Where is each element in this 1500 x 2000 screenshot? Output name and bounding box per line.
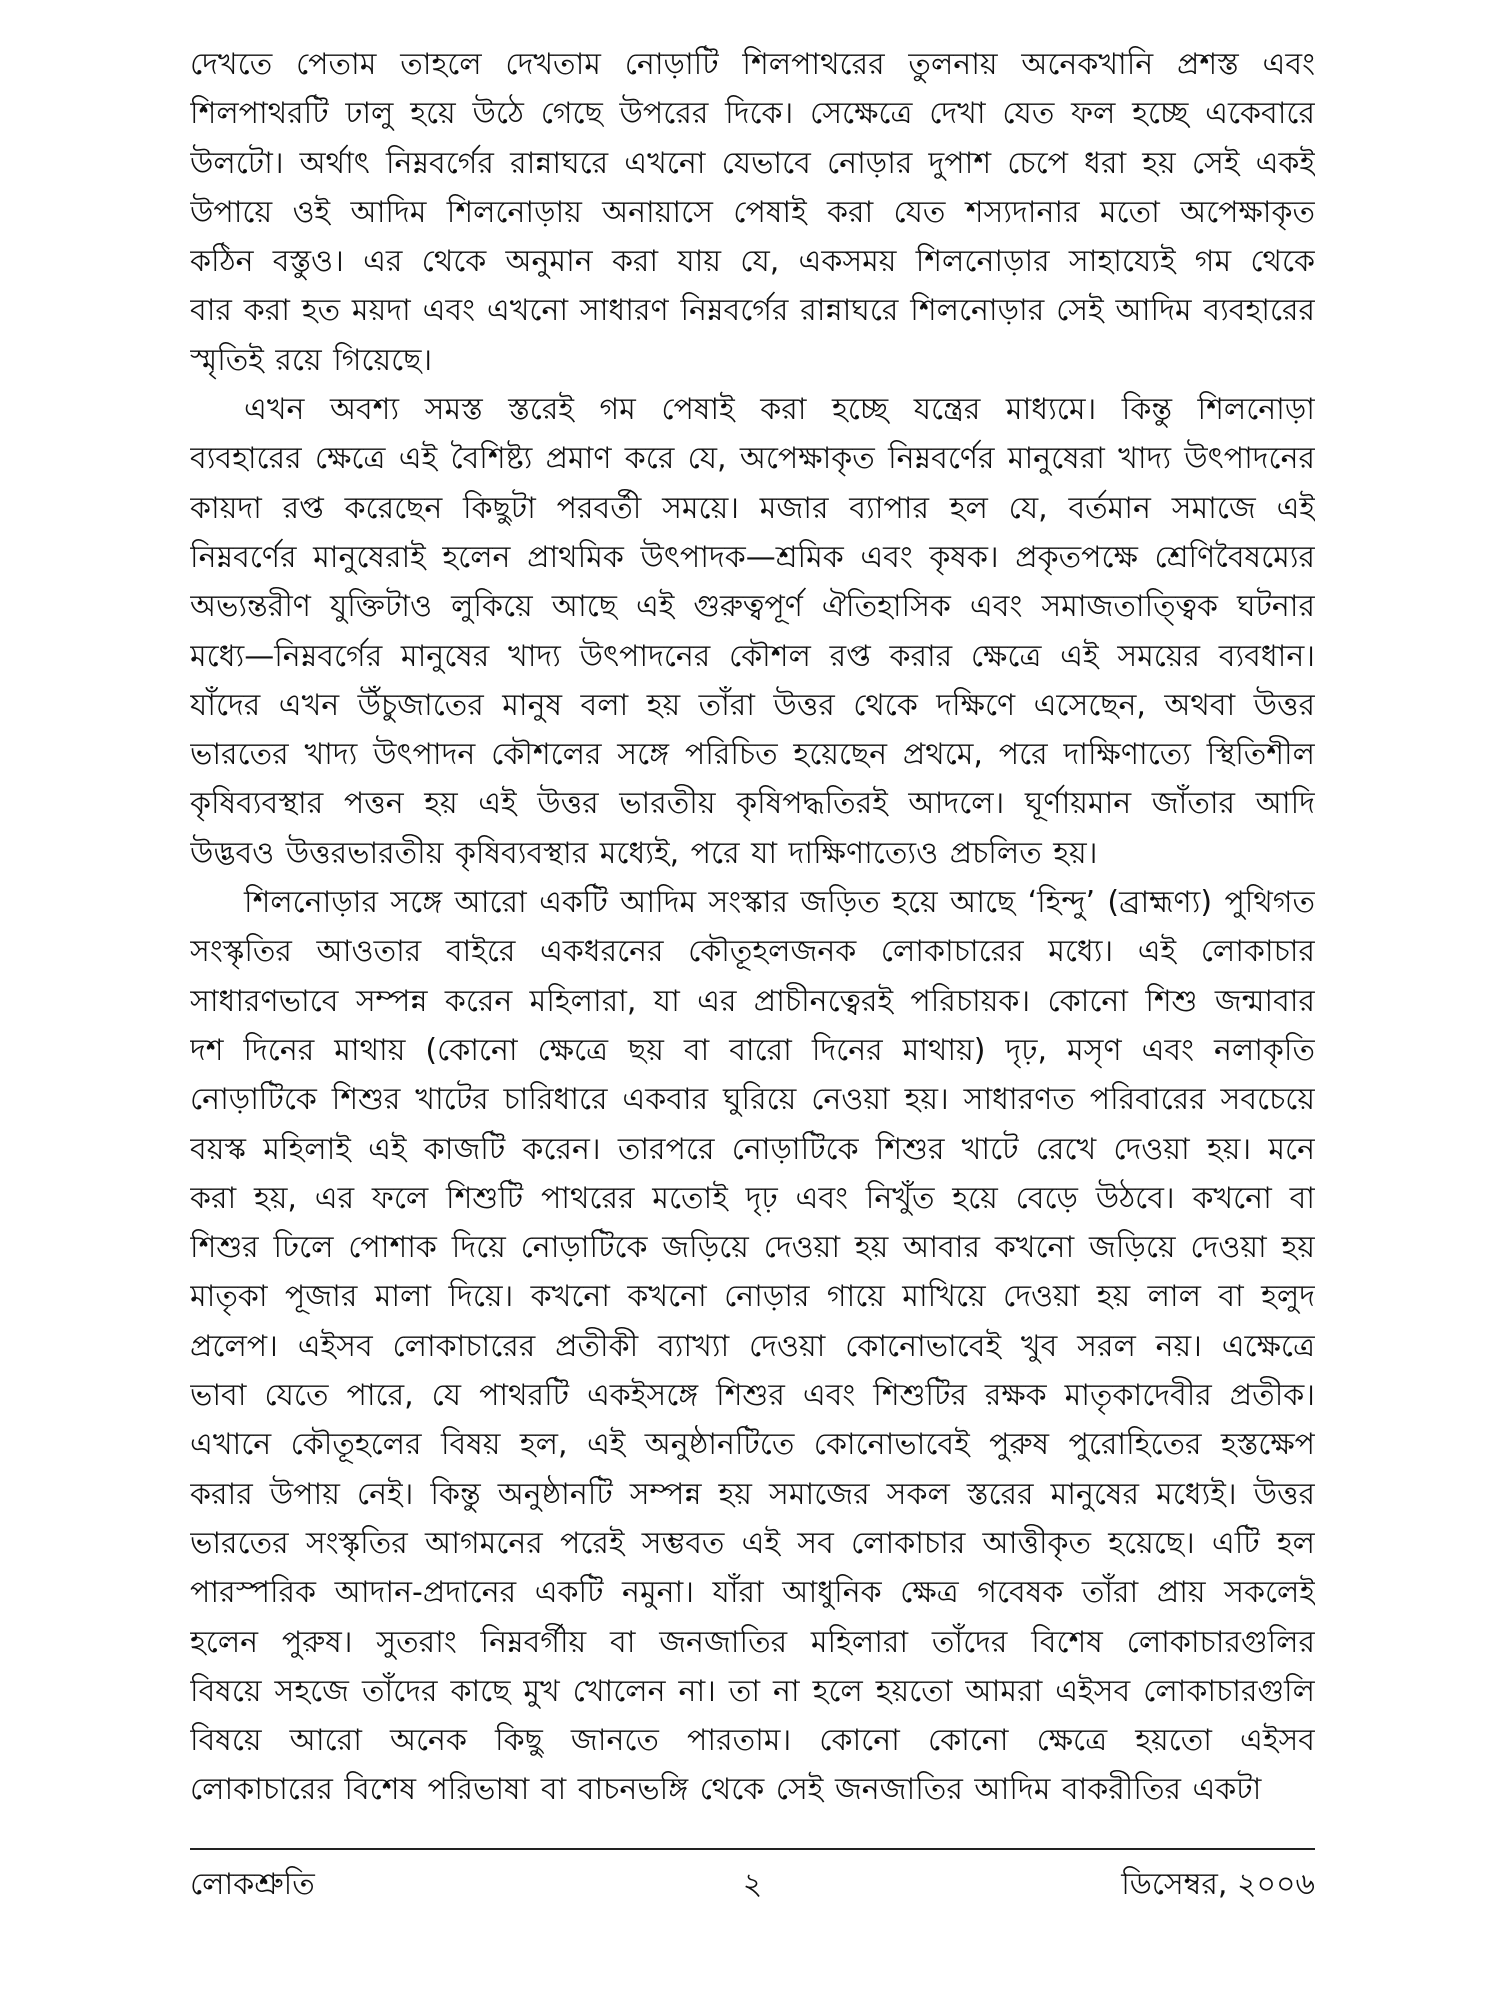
- text-line: ভারতের খাদ্য উৎপাদন কৌশলের সঙ্গে পরিচিত হয়েছেন প্রথমে, পরে দাক্ষিণাত্যে স্থিতিশীল: [190, 737, 1315, 773]
- text-line: করার উপায় নেই। কিন্তু অনুষ্ঠানটি সম্পন্ন হয় সমাজের সকল স্তরের মানুষের মধ্যেই। উত্তর: [190, 1476, 1315, 1512]
- text-line: লোকাচারের বিশেষ পরিভাষা বা বাচনভঙ্গি থেকে সেই জনজাতির আদিম বাকরীতির একটা: [190, 1772, 1262, 1808]
- page-footer: [190, 1860, 1315, 1910]
- text-line: শিলনোড়ার সঙ্গে আরো একটি আদিম সংস্কার জড়িত হয়ে আছে ‘হিন্দু’ (ব্রাহ্মণ্য) পুথিগত: [244, 885, 1315, 921]
- text-line: উদ্ভবও উত্তরভারতীয় কৃষিব্যবস্থার মধ্যেই, পরে যা দাক্ষিণাত্যেও প্রচলিত হয়।: [190, 835, 1098, 871]
- text-line: যাঁদের এখন উঁচুজাতের মানুষ বলা হয় তাঁরা উত্তর থেকে দক্ষিণে এসেছেন, অথবা উত্তর: [190, 687, 1315, 723]
- text-line: স্মৃতিই রয়ে গিয়েছে।: [190, 342, 433, 378]
- text-line: সাধারণভাবে সম্পন্ন করেন মহিলারা, যা এর প্রাচীনত্বেরই পরিচায়ক। কোনো শিশু জন্মাবার: [190, 983, 1315, 1019]
- text-line: কঠিন বস্তুও। এর থেকে অনুমান করা যায় যে, একসময় শিলনোড়ার সাহায্যেই গম থেকে: [190, 244, 1315, 280]
- text-line: মধ্যে—নিম্নবর্গের মানুষের খাদ্য উৎপাদনের কৌশল রপ্ত করার ক্ষেত্রে এই সময়ের ব্যবধান।: [190, 638, 1315, 674]
- footer-page-number: ২: [742, 1867, 763, 1902]
- text-line: হলেন পুরুষ। সুতরাং নিম্নবর্গীয় বা জনজাতির মহিলারা তাঁদের বিশেষ লোকাচারগুলির: [190, 1624, 1315, 1660]
- text-line: উপায়ে ওই আদিম শিলনোড়ায় অনায়াসে পেষাই করা যেত শস্যদানার মতো অপেক্ষাকৃত: [190, 194, 1315, 230]
- text-line: ব্যবহারের ক্ষেত্রে এই বৈশিষ্ট্য প্রমাণ করে যে, অপেক্ষাকৃত নিম্নবর্ণের মানুষেরা খাদ্য উৎপাদনের: [190, 441, 1315, 477]
- text-line: দেখতে পেতাম তাহলে দেখতাম নোড়াটি শিলপাথরের তুলনায় অনেকখানি প্রশস্ত এবং: [190, 47, 1315, 82]
- text-line: উলটো। অর্থাৎ নিম্নবর্গের রান্নাঘরে এখনো যেভাবে নোড়ার দুপাশ চেপে ধরা হয় সেই একই: [190, 145, 1315, 181]
- text-line: বার করা হত ময়দা এবং এখনো সাধারণ নিম্নবর্গের রান্নাঘরে শিলনোড়ার সেই আদিম ব্যবহারের: [190, 293, 1315, 329]
- text-line: প্রলেপ। এইসব লোকাচারের প্রতীকী ব্যাখ্যা দেওয়া কোনোভাবেই খুব সরল নয়। এক্ষেত্রে: [190, 1328, 1315, 1364]
- text-line: বয়স্ক মহিলাই এই কাজটি করেন। তারপরে নোড়াটিকে শিশুর খাটে রেখে দেওয়া হয়। মনে: [190, 1131, 1315, 1167]
- paragraph-2: [190, 385, 1315, 878]
- body-text: [190, 40, 1315, 1830]
- text-line: দশ দিনের মাথায় (কোনো ক্ষেত্রে ছয় বা বারো দিনের মাথায়) দৃঢ়, মসৃণ এবং নলাকৃতি: [190, 1032, 1315, 1068]
- text-line: এখন অবশ্য সমস্ত স্তরেই গম পেষাই করা হচ্ছে যন্ত্রের মাধ্যমে। কিন্তু শিলনোড়া: [244, 392, 1315, 428]
- text-line: শিলপাথরটি ঢালু হয়ে উঠে গেছে উপরের দিকে। সেক্ষেত্রে দেখা যেত ফল হচ্ছে একেবারে: [190, 96, 1315, 132]
- paragraph-3: [190, 878, 1315, 1815]
- text-line: সংস্কৃতির আওতার বাইরে একধরনের কৌতূহলজনক লোকাচারের মধ্যে। এই লোকাচার: [190, 934, 1315, 970]
- text-line: বিষয়ে আরো অনেক কিছু জানতে পারতাম। কোনো কোনো ক্ষেত্রে হয়তো এইসব: [190, 1723, 1315, 1759]
- text-line: পারস্পরিক আদান-প্রদানের একটি নমুনা। যাঁরা আধুনিক ক্ষেত্র গবেষক তাঁরা প্রায় সকলেই: [190, 1575, 1315, 1611]
- text-line: ভাবা যেতে পারে, যে পাথরটি একইসঙ্গে শিশুর এবং শিশুটির রক্ষক মাতৃকাদেবীর প্রতীক।: [190, 1378, 1315, 1414]
- text-line: বিষয়ে সহজে তাঁদের কাছে মুখ খোলেন না। তা না হলে হয়তো আমরা এইসব লোকাচারগুলি: [190, 1673, 1315, 1709]
- text-line: করা হয়, এর ফলে শিশুটি পাথরের মতোই দৃঢ় এবং নিখুঁত হয়ে বেড়ে উঠবে। কখনো বা: [190, 1180, 1315, 1216]
- text-line: এখানে কৌতূহলের বিষয় হল, এই অনুষ্ঠানটিতে কোনোভাবেই পুরুষ পুরোহিতের হস্তক্ষেপ: [190, 1427, 1315, 1463]
- document-page: [190, 40, 1315, 1970]
- text-line: অভ্যন্তরীণ যুক্তিটাও লুকিয়ে আছে এই গুরুত্বপূর্ণ ঐতিহাসিক এবং সমাজতাত্ত্বিক ঘটনার: [190, 589, 1315, 625]
- text-line: মাতৃকা পূজার মালা দিয়ে। কখনো কখনো নোড়ার গায়ে মাখিয়ে দেওয়া হয় লাল বা হলুদ: [190, 1279, 1315, 1315]
- footer-journal-name: লোকশ্রুতি: [190, 1867, 315, 1902]
- text-line: ভারতের সংস্কৃতির আগমনের পরেই সম্ভবত এই সব লোকাচার আত্তীকৃত হয়েছে। এটি হল: [190, 1525, 1315, 1561]
- text-line: কায়দা রপ্ত করেছেন কিছুটা পরবর্তী সময়ে। মজার ব্যাপার হল যে, বর্তমান সমাজে এই: [190, 490, 1315, 526]
- footer-rule: [190, 1848, 1315, 1850]
- footer-date: ডিসেম্বর, ২০০৬: [1121, 1867, 1315, 1902]
- text-line: কৃষিব্যবস্থার পত্তন হয় এই উত্তর ভারতীয় কৃষিপদ্ধতিরই আদলে। ঘূর্ণায়মান জাঁতার আদি: [190, 786, 1315, 822]
- text-line: নিম্নবর্ণের মানুষেরাই হলেন প্রাথমিক উৎপাদক—শ্রমিক এবং কৃষক। প্রকৃতপক্ষে শ্রেণিবৈষম্যের: [190, 539, 1315, 575]
- text-line: নোড়াটিকে শিশুর খাটের চারিধারে একবার ঘুরিয়ে নেওয়া হয়। সাধারণত পরিবারের সবচেয়ে: [190, 1082, 1315, 1118]
- text-line: শিশুর ঢিলে পোশাক দিয়ে নোড়াটিকে জড়িয়ে দেওয়া হয় আবার কখনো জড়িয়ে দেওয়া হয়: [190, 1230, 1315, 1266]
- paragraph-1: [190, 40, 1315, 385]
